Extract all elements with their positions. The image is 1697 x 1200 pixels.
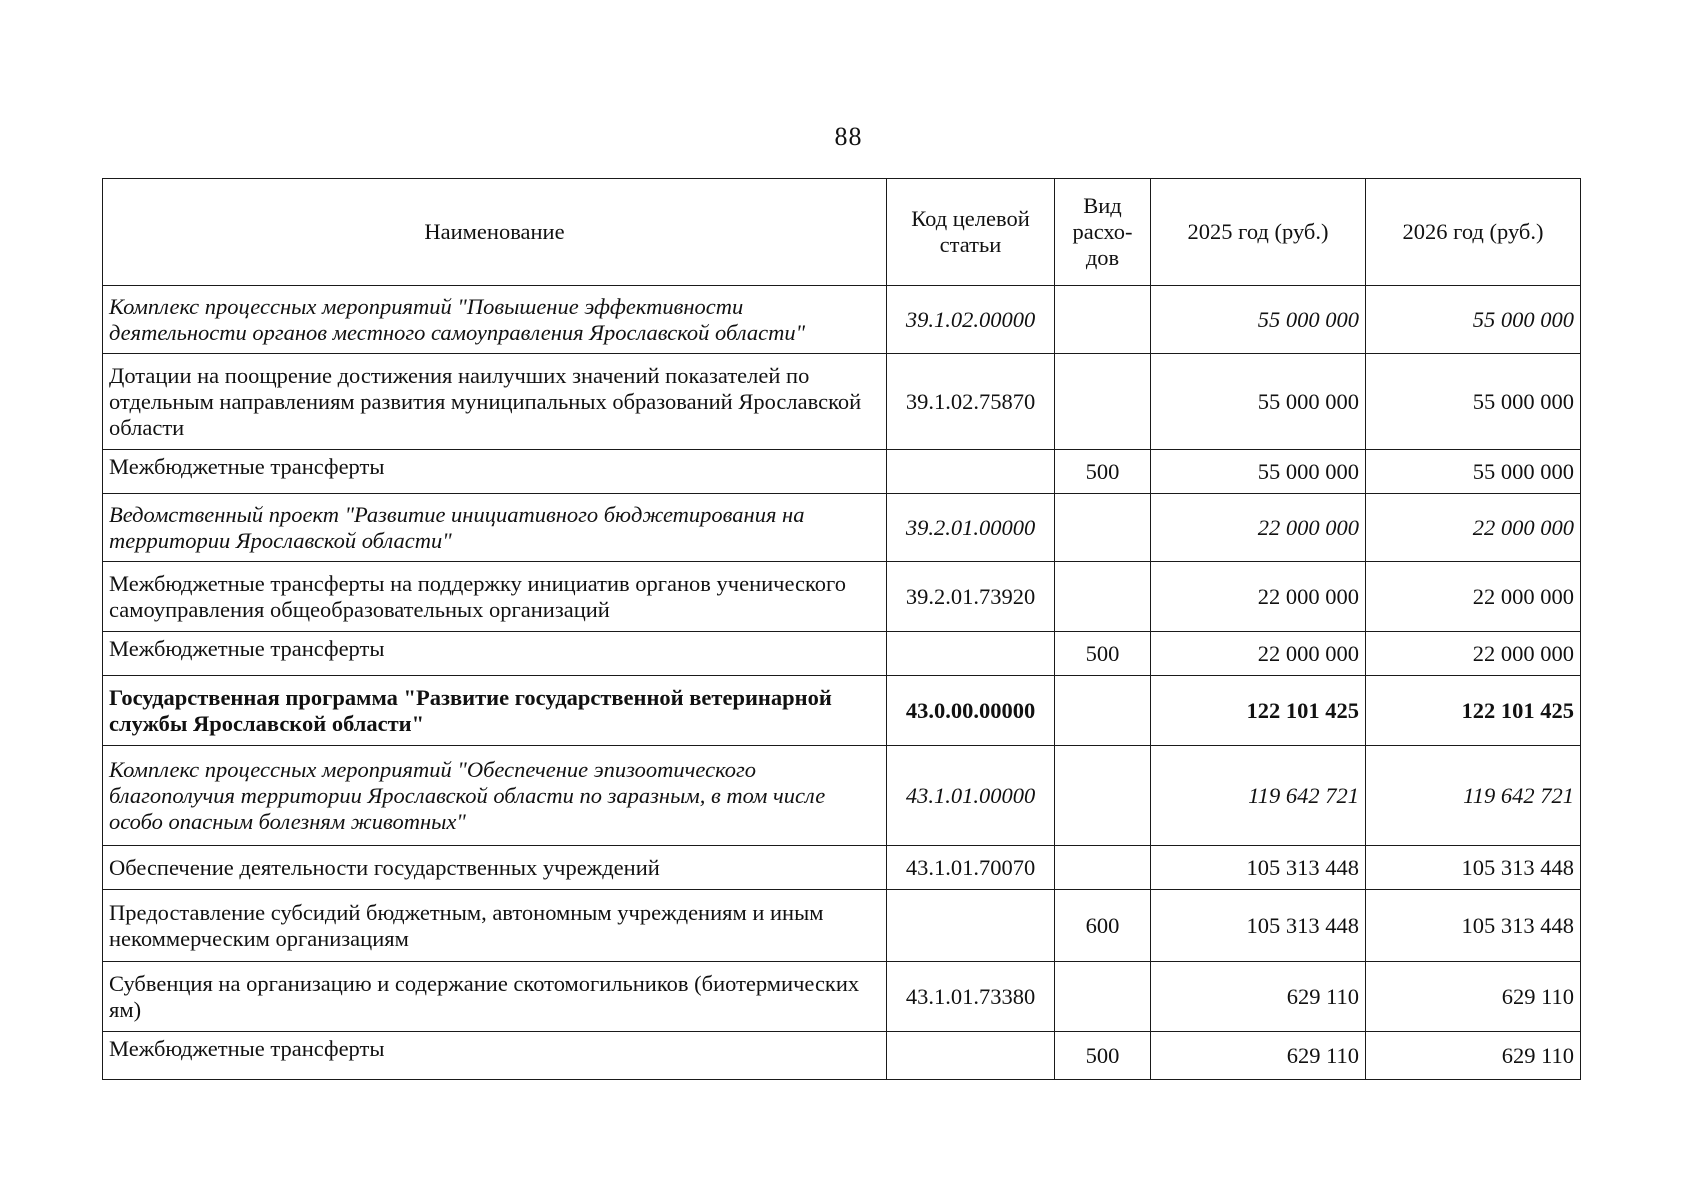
row-name: Обеспечение деятельности государственных учреждений	[103, 846, 887, 890]
row-code	[887, 1032, 1055, 1080]
row-code: 43.1.01.73380	[887, 962, 1055, 1032]
row-code	[887, 450, 1055, 494]
row-name: Предоставление субсидий бюджетным, автономным учреждениям и иным некоммерческим организациям	[103, 890, 887, 962]
row-name: Субвенция на организацию и содержание скотомогильников (биотермических ям)	[103, 962, 887, 1032]
row-amount-2026: 22 000 000	[1366, 562, 1581, 632]
row-amount-2026: 105 313 448	[1366, 890, 1581, 962]
row-amount-2025: 55 000 000	[1151, 286, 1366, 354]
row-kind	[1055, 846, 1151, 890]
row-kind: 500	[1055, 1032, 1151, 1080]
row-kind	[1055, 746, 1151, 846]
row-amount-2025: 629 110	[1151, 1032, 1366, 1080]
header-kind: Вид расхо-дов	[1055, 179, 1151, 286]
header-2025: 2025 год (руб.)	[1151, 179, 1366, 286]
row-amount-2025: 22 000 000	[1151, 494, 1366, 562]
row-name: Межбюджетные трансферты	[103, 632, 887, 676]
row-code: 39.1.02.75870	[887, 354, 1055, 450]
row-name: Ведомственный проект "Развитие инициативного бюджетирования на территории Ярославской области"	[103, 494, 887, 562]
table-row	[103, 494, 1581, 562]
table-row	[103, 632, 1581, 676]
row-code: 39.2.01.00000	[887, 494, 1055, 562]
row-kind	[1055, 962, 1151, 1032]
row-kind: 500	[1055, 450, 1151, 494]
row-name: Межбюджетные трансферты на поддержку инициатив органов ученического самоуправления общеобразовательных организаций	[103, 562, 887, 632]
row-amount-2025: 55 000 000	[1151, 450, 1366, 494]
table-row	[103, 890, 1581, 962]
table-row	[103, 846, 1581, 890]
row-name: Комплекс процессных мероприятий "Повышение эффективности деятельности органов местного самоуправления Ярославской области"	[103, 286, 887, 354]
row-name: Межбюджетные трансферты	[103, 1032, 887, 1080]
row-name: Дотации на поощрение достижения наилучших значений показателей по отдельным направлениям развития муниципальных образований Ярославской области	[103, 354, 887, 450]
row-amount-2025: 105 313 448	[1151, 890, 1366, 962]
header-name: Наименование	[103, 179, 887, 286]
row-name: Межбюджетные трансферты	[103, 450, 887, 494]
table-row	[103, 1032, 1581, 1080]
row-code: 43.1.01.70070	[887, 846, 1055, 890]
table-row	[103, 450, 1581, 494]
row-amount-2025: 22 000 000	[1151, 562, 1366, 632]
row-amount-2025: 22 000 000	[1151, 632, 1366, 676]
row-amount-2026: 122 101 425	[1366, 676, 1581, 746]
row-code	[887, 632, 1055, 676]
row-amount-2026: 55 000 000	[1366, 450, 1581, 494]
row-amount-2026: 119 642 721	[1366, 746, 1581, 846]
table-row	[103, 746, 1581, 846]
row-amount-2025: 122 101 425	[1151, 676, 1366, 746]
row-kind	[1055, 494, 1151, 562]
row-code	[887, 890, 1055, 962]
row-amount-2026: 22 000 000	[1366, 632, 1581, 676]
table-row	[103, 962, 1581, 1032]
row-amount-2025: 55 000 000	[1151, 354, 1366, 450]
row-amount-2026: 105 313 448	[1366, 846, 1581, 890]
row-kind	[1055, 286, 1151, 354]
row-code: 43.1.01.00000	[887, 746, 1055, 846]
table-row	[103, 676, 1581, 746]
row-amount-2026: 55 000 000	[1366, 354, 1581, 450]
budget-table	[102, 178, 1581, 1080]
row-amount-2025: 119 642 721	[1151, 746, 1366, 846]
row-name: Государственная программа "Развитие государственной ветеринарной службы Ярославской области"	[103, 676, 887, 746]
row-code: 39.2.01.73920	[887, 562, 1055, 632]
row-amount-2026: 629 110	[1366, 1032, 1581, 1080]
row-kind	[1055, 354, 1151, 450]
table-row	[103, 354, 1581, 450]
row-kind	[1055, 676, 1151, 746]
row-name: Комплекс процессных мероприятий "Обеспечение эпизоотического благополучия территории Ярославской области по заразным, в том числе особо опасным болезням животных"	[103, 746, 887, 846]
row-code: 43.0.00.00000	[887, 676, 1055, 746]
header-2026: 2026 год (руб.)	[1366, 179, 1581, 286]
row-amount-2026: 22 000 000	[1366, 494, 1581, 562]
row-kind: 500	[1055, 632, 1151, 676]
row-amount-2026: 55 000 000	[1366, 286, 1581, 354]
row-amount-2025: 105 313 448	[1151, 846, 1366, 890]
table-header-row	[103, 179, 1581, 286]
page-number: 88	[834, 122, 863, 151]
row-kind: 600	[1055, 890, 1151, 962]
row-amount-2025: 629 110	[1151, 962, 1366, 1032]
row-amount-2026: 629 110	[1366, 962, 1581, 1032]
row-kind	[1055, 562, 1151, 632]
table-row	[103, 286, 1581, 354]
header-code: Код целевой статьи	[887, 179, 1055, 286]
table-row	[103, 562, 1581, 632]
row-code: 39.1.02.00000	[887, 286, 1055, 354]
